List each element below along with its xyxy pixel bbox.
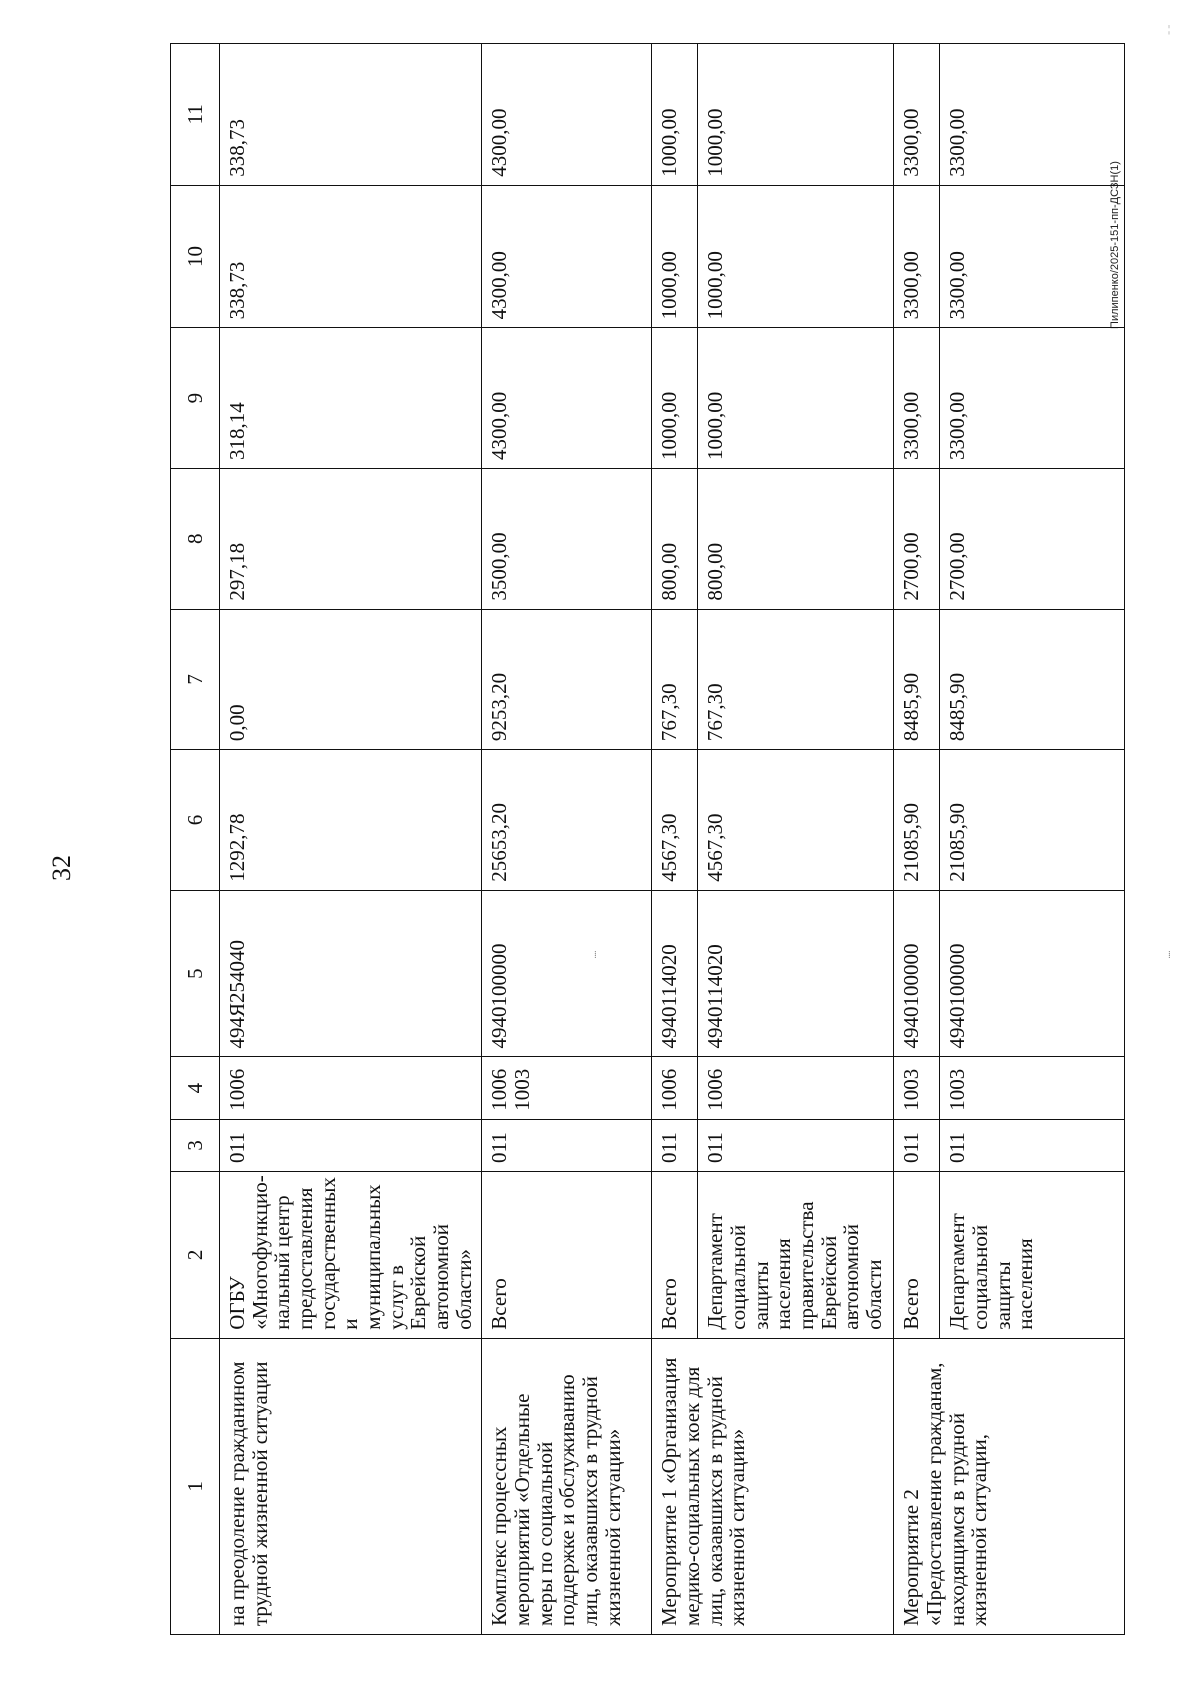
header-cell: 9 bbox=[171, 328, 220, 469]
table-cell: 1000,00 bbox=[698, 185, 894, 328]
table-cell: 1000,00 bbox=[698, 44, 894, 186]
scan-mark: ⁞ bbox=[594, 950, 597, 961]
executor-cell: Всего bbox=[652, 1171, 698, 1338]
table-cell: 0,00 bbox=[220, 609, 482, 750]
table-cell: 011 bbox=[482, 1119, 652, 1171]
table-cell: 1006 bbox=[220, 1057, 482, 1119]
table-cell: 2700,00 bbox=[894, 468, 940, 609]
table-cell: 21085,90 bbox=[894, 750, 940, 891]
header-cell: 8 bbox=[171, 468, 220, 609]
table-cell: 1006 bbox=[698, 1057, 894, 1119]
table-row bbox=[482, 44, 652, 1635]
table-cell: 3300,00 bbox=[894, 185, 940, 328]
table-cell: 3300,00 bbox=[894, 328, 940, 469]
table-cell: 4300,00 bbox=[482, 328, 652, 469]
table-cell: 494Я254040 bbox=[220, 890, 482, 1057]
purpose-cell: на преодоление гражданином трудной жизненной ситуации bbox=[220, 1338, 482, 1634]
table-cell: 21085,90 bbox=[940, 750, 1125, 891]
header-row bbox=[171, 44, 220, 1635]
table-row bbox=[652, 44, 698, 1635]
rotated-table-container bbox=[170, 43, 1125, 1635]
table-cell: 4940100000 bbox=[940, 890, 1125, 1057]
table-cell: 1006 1003 bbox=[482, 1057, 652, 1119]
table-cell: 4300,00 bbox=[482, 185, 652, 328]
header-cell: 6 bbox=[171, 750, 220, 891]
table-cell: 9253,20 bbox=[482, 609, 652, 750]
table-cell: 1000,00 bbox=[652, 185, 698, 328]
header-cell: 7 bbox=[171, 609, 220, 750]
table-row bbox=[894, 44, 940, 1635]
table-cell: 4567,30 bbox=[652, 750, 698, 891]
table-cell: 4300,00 bbox=[482, 44, 652, 186]
table-cell: 011 bbox=[894, 1119, 940, 1171]
table-cell: 25653,20 bbox=[482, 750, 652, 891]
table-cell: 4940100000 bbox=[894, 890, 940, 1057]
table-cell: 1000,00 bbox=[698, 328, 894, 469]
scan-mark: ¦ bbox=[1168, 24, 1171, 35]
executor-cell: Всего bbox=[482, 1171, 652, 1338]
budget-table bbox=[170, 43, 1125, 1635]
executor-cell: ОГБУ «Многофункцио-нальный центр предоставления государственных и муниципальных услуг в Еврейской автономной области» bbox=[220, 1171, 482, 1338]
table-row bbox=[220, 44, 482, 1635]
table-cell: 800,00 bbox=[652, 468, 698, 609]
table-cell: 011 bbox=[698, 1119, 894, 1171]
table-cell: 3300,00 bbox=[940, 328, 1125, 469]
table-cell: 4940100000 bbox=[482, 890, 652, 1057]
header-cell: 10 bbox=[171, 185, 220, 328]
table-cell: 011 bbox=[220, 1119, 482, 1171]
table-cell: 8485,90 bbox=[940, 609, 1125, 750]
executor-cell: Департамент социальной защиты населения bbox=[940, 1171, 1125, 1338]
table-cell: 1292,78 bbox=[220, 750, 482, 891]
table-cell: 1000,00 bbox=[652, 44, 698, 186]
table-cell: 318,14 bbox=[220, 328, 482, 469]
table-cell: 1003 bbox=[940, 1057, 1125, 1119]
table-cell: 1003 bbox=[894, 1057, 940, 1119]
purpose-cell: Мероприятие 2 «Предоставление гражданам, находящимся в трудной жизненной ситуации, bbox=[894, 1338, 1125, 1634]
table-cell: 011 bbox=[652, 1119, 698, 1171]
table-cell: 1000,00 bbox=[652, 328, 698, 469]
header-cell: 3 bbox=[171, 1119, 220, 1171]
table-cell: 3500,00 bbox=[482, 468, 652, 609]
header-cell: 11 bbox=[171, 44, 220, 186]
executor-cell: Департамент социальной защиты населения правительства Еврейской автономной области bbox=[698, 1171, 894, 1338]
table-cell: 8485,90 bbox=[894, 609, 940, 750]
table-cell: 767,30 bbox=[652, 609, 698, 750]
table-cell: 338,73 bbox=[220, 185, 482, 328]
table-cell: 4940114020 bbox=[652, 890, 698, 1057]
header-cell: 1 bbox=[171, 1338, 220, 1634]
purpose-cell: Мероприятие 1 «Организация медико-социальных коек для лиц, оказавшихся в трудной жизненной ситуации» bbox=[652, 1338, 894, 1634]
executor-cell: Всего bbox=[894, 1171, 940, 1338]
header-cell: 4 bbox=[171, 1057, 220, 1119]
table-cell: 2700,00 bbox=[940, 468, 1125, 609]
table-cell: 3300,00 bbox=[940, 185, 1125, 328]
table-cell: 800,00 bbox=[698, 468, 894, 609]
document-footer: Пилипенко/2025-151-пп-ДСЗН(1) bbox=[1109, 161, 1121, 329]
header-cell: 2 bbox=[171, 1171, 220, 1338]
page-number: 32 bbox=[47, 855, 76, 881]
table-cell: 297,18 bbox=[220, 468, 482, 609]
table-cell: 338,73 bbox=[220, 44, 482, 186]
purpose-cell: Комплекс процессных мероприятий «Отдельные меры по социальной поддержке и обслуживанию лиц, оказавшихся в трудной жизненной ситуации» bbox=[482, 1338, 652, 1634]
table-cell: 4567,30 bbox=[698, 750, 894, 891]
table-cell: 3300,00 bbox=[894, 44, 940, 186]
table-cell: 767,30 bbox=[698, 609, 894, 750]
table-cell: 4940114020 bbox=[698, 890, 894, 1057]
table-cell: 3300,00 bbox=[940, 44, 1125, 186]
header-cell: 5 bbox=[171, 890, 220, 1057]
table-cell: 1006 bbox=[652, 1057, 698, 1119]
scan-mark: ⁞ bbox=[1168, 950, 1171, 961]
table-cell: 011 bbox=[940, 1119, 1125, 1171]
